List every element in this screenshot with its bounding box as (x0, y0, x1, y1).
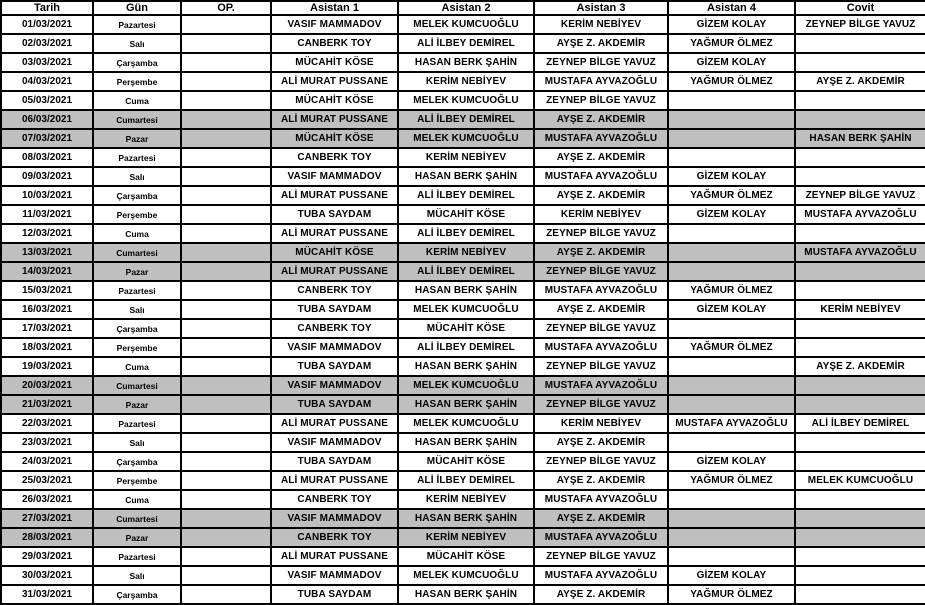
cell-asistan3: MUSTAFA AYVAZOĞLU (534, 281, 668, 300)
cell-day: Cumartesi (93, 509, 181, 528)
cell-op (181, 300, 271, 319)
cell-day: Pazartesi (93, 148, 181, 167)
table-row (1, 224, 925, 243)
table-row (1, 566, 925, 585)
cell-asistan1: ALİ MURAT PUSSANE (271, 471, 398, 490)
cell-asistan4 (668, 357, 795, 376)
cell-date: 24/03/2021 (1, 452, 93, 471)
cell-date: 28/03/2021 (1, 528, 93, 547)
cell-asistan2: MELEK KUMCUOĞLU (398, 566, 534, 585)
cell-date: 17/03/2021 (1, 319, 93, 338)
cell-op (181, 205, 271, 224)
column-header-asistan1: Asistan 1 (271, 1, 398, 15)
cell-asistan1: MÜCAHİT KÖSE (271, 243, 398, 262)
cell-asistan3: AYŞE Z. AKDEMİR (534, 34, 668, 53)
cell-asistan2: KERİM NEBİYEV (398, 148, 534, 167)
cell-asistan2: MÜCAHİT KÖSE (398, 452, 534, 471)
cell-covit: KERİM NEBİYEV (795, 300, 925, 319)
cell-asistan2: HASAN BERK ŞAHİN (398, 395, 534, 414)
cell-asistan3: MUSTAFA AYVAZOĞLU (534, 490, 668, 509)
cell-day: Salı (93, 167, 181, 186)
cell-covit: MUSTAFA AYVAZOĞLU (795, 243, 925, 262)
cell-asistan2: KERİM NEBİYEV (398, 243, 534, 262)
table-row (1, 585, 925, 604)
cell-covit (795, 490, 925, 509)
cell-asistan2: MÜCAHİT KÖSE (398, 319, 534, 338)
cell-date: 16/03/2021 (1, 300, 93, 319)
cell-date: 11/03/2021 (1, 205, 93, 224)
cell-covit: AYŞE Z. AKDEMİR (795, 357, 925, 376)
table-row (1, 509, 925, 528)
table-row (1, 490, 925, 509)
column-header-tarih: Tarih (1, 1, 93, 15)
cell-asistan3: MUSTAFA AYVAZOĞLU (534, 72, 668, 91)
cell-asistan1: CANBERK TOY (271, 281, 398, 300)
cell-op (181, 262, 271, 281)
cell-asistan3: ZEYNEP BİLGE YAVUZ (534, 262, 668, 281)
cell-covit: ZEYNEP BİLGE YAVUZ (795, 186, 925, 205)
cell-asistan2: ALİ İLBEY DEMİREL (398, 224, 534, 243)
cell-asistan3: KERİM NEBİYEV (534, 205, 668, 224)
cell-date: 25/03/2021 (1, 471, 93, 490)
cell-asistan3: AYŞE Z. AKDEMİR (534, 148, 668, 167)
cell-op (181, 15, 271, 34)
column-header-asistan3: Asistan 3 (534, 1, 668, 15)
cell-covit (795, 338, 925, 357)
cell-date: 22/03/2021 (1, 414, 93, 433)
cell-asistan1: VASIF MAMMADOV (271, 15, 398, 34)
cell-op (181, 91, 271, 110)
cell-date: 12/03/2021 (1, 224, 93, 243)
cell-day: Cuma (93, 490, 181, 509)
cell-asistan4 (668, 110, 795, 129)
cell-day: Çarşamba (93, 319, 181, 338)
cell-asistan2: KERİM NEBİYEV (398, 72, 534, 91)
cell-asistan4: YAĞMUR ÖLMEZ (668, 338, 795, 357)
cell-op (181, 471, 271, 490)
cell-asistan4: MUSTAFA AYVAZOĞLU (668, 414, 795, 433)
cell-asistan3: MUSTAFA AYVAZOĞLU (534, 338, 668, 357)
cell-covit: AYŞE Z. AKDEMİR (795, 72, 925, 91)
cell-day: Cumartesi (93, 376, 181, 395)
cell-day: Pazartesi (93, 414, 181, 433)
cell-date: 31/03/2021 (1, 585, 93, 604)
cell-covit (795, 319, 925, 338)
cell-op (181, 338, 271, 357)
header-row (1, 1, 925, 15)
cell-asistan4: YAĞMUR ÖLMEZ (668, 34, 795, 53)
cell-asistan3: ZEYNEP BİLGE YAVUZ (534, 357, 668, 376)
cell-date: 07/03/2021 (1, 129, 93, 148)
cell-asistan2: HASAN BERK ŞAHİN (398, 357, 534, 376)
cell-asistan1: ALİ MURAT PUSSANE (271, 72, 398, 91)
cell-date: 08/03/2021 (1, 148, 93, 167)
cell-asistan1: CANBERK TOY (271, 34, 398, 53)
table-row (1, 395, 925, 414)
cell-asistan1: TUBA SAYDAM (271, 585, 398, 604)
cell-date: 01/03/2021 (1, 15, 93, 34)
cell-covit (795, 433, 925, 452)
cell-day: Pazartesi (93, 15, 181, 34)
table-row (1, 319, 925, 338)
table-row (1, 452, 925, 471)
cell-covit: HASAN BERK ŞAHİN (795, 129, 925, 148)
table-row (1, 205, 925, 224)
cell-asistan1: TUBA SAYDAM (271, 357, 398, 376)
cell-asistan4 (668, 319, 795, 338)
cell-asistan3: ZEYNEP BİLGE YAVUZ (534, 91, 668, 110)
cell-date: 15/03/2021 (1, 281, 93, 300)
cell-asistan4 (668, 243, 795, 262)
cell-asistan3: MUSTAFA AYVAZOĞLU (534, 566, 668, 585)
cell-asistan1: TUBA SAYDAM (271, 452, 398, 471)
cell-day: Çarşamba (93, 452, 181, 471)
cell-op (181, 186, 271, 205)
cell-asistan1: ALİ MURAT PUSSANE (271, 110, 398, 129)
table-row (1, 281, 925, 300)
cell-date: 10/03/2021 (1, 186, 93, 205)
table-row (1, 91, 925, 110)
cell-asistan2: HASAN BERK ŞAHİN (398, 433, 534, 452)
table-row (1, 547, 925, 566)
cell-asistan3: ZEYNEP BİLGE YAVUZ (534, 547, 668, 566)
cell-day: Pazar (93, 129, 181, 148)
table-row (1, 15, 925, 34)
cell-date: 13/03/2021 (1, 243, 93, 262)
cell-asistan4 (668, 528, 795, 547)
cell-date: 26/03/2021 (1, 490, 93, 509)
cell-day: Perşembe (93, 471, 181, 490)
cell-asistan4: YAĞMUR ÖLMEZ (668, 72, 795, 91)
cell-asistan4 (668, 262, 795, 281)
cell-op (181, 509, 271, 528)
cell-day: Çarşamba (93, 53, 181, 72)
table-row (1, 300, 925, 319)
cell-asistan2: ALİ İLBEY DEMİREL (398, 262, 534, 281)
table-row (1, 433, 925, 452)
cell-asistan4: YAĞMUR ÖLMEZ (668, 585, 795, 604)
table-row (1, 72, 925, 91)
cell-asistan1: MÜCAHİT KÖSE (271, 129, 398, 148)
cell-asistan4 (668, 91, 795, 110)
cell-asistan3: MUSTAFA AYVAZOĞLU (534, 528, 668, 547)
cell-covit (795, 376, 925, 395)
cell-op (181, 110, 271, 129)
cell-asistan1: ALİ MURAT PUSSANE (271, 414, 398, 433)
cell-op (181, 566, 271, 585)
cell-day: Salı (93, 566, 181, 585)
cell-asistan2: ALİ İLBEY DEMİREL (398, 110, 534, 129)
cell-date: 21/03/2021 (1, 395, 93, 414)
cell-asistan1: ALİ MURAT PUSSANE (271, 262, 398, 281)
cell-asistan2: MÜCAHİT KÖSE (398, 547, 534, 566)
table-row (1, 376, 925, 395)
cell-op (181, 357, 271, 376)
cell-asistan3: ZEYNEP BİLGE YAVUZ (534, 452, 668, 471)
cell-asistan1: TUBA SAYDAM (271, 395, 398, 414)
cell-op (181, 243, 271, 262)
cell-op (181, 414, 271, 433)
cell-asistan1: MÜCAHİT KÖSE (271, 53, 398, 72)
cell-covit (795, 528, 925, 547)
cell-day: Cuma (93, 357, 181, 376)
cell-asistan1: VASIF MAMMADOV (271, 509, 398, 528)
cell-covit (795, 148, 925, 167)
cell-asistan2: ALİ İLBEY DEMİREL (398, 471, 534, 490)
cell-asistan1: MÜCAHİT KÖSE (271, 91, 398, 110)
schedule-body (1, 15, 925, 604)
cell-asistan4 (668, 509, 795, 528)
cell-asistan2: HASAN BERK ŞAHİN (398, 167, 534, 186)
cell-asistan4: GİZEM KOLAY (668, 300, 795, 319)
table-row (1, 53, 925, 72)
cell-day: Cumartesi (93, 243, 181, 262)
table-row (1, 167, 925, 186)
table-row (1, 471, 925, 490)
cell-op (181, 148, 271, 167)
cell-day: Pazar (93, 395, 181, 414)
cell-asistan1: ALİ MURAT PUSSANE (271, 547, 398, 566)
cell-day: Salı (93, 300, 181, 319)
cell-asistan3: AYŞE Z. AKDEMİR (534, 585, 668, 604)
cell-date: 20/03/2021 (1, 376, 93, 395)
cell-date: 14/03/2021 (1, 262, 93, 281)
cell-covit: ALİ İLBEY DEMİREL (795, 414, 925, 433)
cell-asistan3: MUSTAFA AYVAZOĞLU (534, 376, 668, 395)
cell-date: 19/03/2021 (1, 357, 93, 376)
cell-asistan2: KERİM NEBİYEV (398, 490, 534, 509)
cell-op (181, 452, 271, 471)
cell-asistan3: AYŞE Z. AKDEMİR (534, 186, 668, 205)
cell-asistan4 (668, 148, 795, 167)
cell-asistan3: MUSTAFA AYVAZOĞLU (534, 167, 668, 186)
cell-asistan1: ALİ MURAT PUSSANE (271, 224, 398, 243)
cell-asistan4: YAĞMUR ÖLMEZ (668, 471, 795, 490)
cell-asistan4: GİZEM KOLAY (668, 205, 795, 224)
cell-asistan4: GİZEM KOLAY (668, 566, 795, 585)
cell-day: Pazar (93, 528, 181, 547)
cell-asistan1: CANBERK TOY (271, 490, 398, 509)
cell-asistan2: MELEK KUMCUOĞLU (398, 129, 534, 148)
cell-asistan4 (668, 376, 795, 395)
cell-date: 27/03/2021 (1, 509, 93, 528)
table-row (1, 243, 925, 262)
cell-day: Perşembe (93, 205, 181, 224)
cell-op (181, 490, 271, 509)
cell-date: 09/03/2021 (1, 167, 93, 186)
cell-day: Pazar (93, 262, 181, 281)
cell-asistan1: VASIF MAMMADOV (271, 376, 398, 395)
cell-covit (795, 281, 925, 300)
cell-asistan4: GİZEM KOLAY (668, 167, 795, 186)
cell-asistan4 (668, 547, 795, 566)
cell-asistan2: MELEK KUMCUOĞLU (398, 15, 534, 34)
cell-covit (795, 53, 925, 72)
cell-covit (795, 34, 925, 53)
cell-asistan1: VASIF MAMMADOV (271, 167, 398, 186)
cell-asistan2: MELEK KUMCUOĞLU (398, 376, 534, 395)
cell-day: Salı (93, 433, 181, 452)
cell-asistan3: ZEYNEP BİLGE YAVUZ (534, 224, 668, 243)
column-header-op: OP. (181, 1, 271, 15)
cell-date: 04/03/2021 (1, 72, 93, 91)
cell-asistan2: HASAN BERK ŞAHİN (398, 53, 534, 72)
cell-covit (795, 547, 925, 566)
table-row (1, 110, 925, 129)
cell-date: 02/03/2021 (1, 34, 93, 53)
cell-covit (795, 566, 925, 585)
cell-asistan3: KERİM NEBİYEV (534, 15, 668, 34)
table-row (1, 186, 925, 205)
cell-asistan3: AYŞE Z. AKDEMİR (534, 471, 668, 490)
cell-asistan4: YAĞMUR ÖLMEZ (668, 186, 795, 205)
cell-asistan3: AYŞE Z. AKDEMİR (534, 243, 668, 262)
cell-date: 06/03/2021 (1, 110, 93, 129)
table-row (1, 262, 925, 281)
cell-op (181, 319, 271, 338)
cell-asistan2: ALİ İLBEY DEMİREL (398, 338, 534, 357)
cell-covit: MELEK KUMCUOĞLU (795, 471, 925, 490)
cell-date: 30/03/2021 (1, 566, 93, 585)
cell-covit: MUSTAFA AYVAZOĞLU (795, 205, 925, 224)
table-row (1, 357, 925, 376)
cell-asistan3: AYŞE Z. AKDEMİR (534, 110, 668, 129)
cell-op (181, 224, 271, 243)
cell-asistan2: ALİ İLBEY DEMİREL (398, 34, 534, 53)
table-row (1, 129, 925, 148)
cell-date: 29/03/2021 (1, 547, 93, 566)
cell-asistan2: ALİ İLBEY DEMİREL (398, 186, 534, 205)
cell-asistan1: VASIF MAMMADOV (271, 566, 398, 585)
cell-date: 18/03/2021 (1, 338, 93, 357)
cell-day: Pazartesi (93, 547, 181, 566)
cell-asistan1: CANBERK TOY (271, 528, 398, 547)
column-header-gun: Gün (93, 1, 181, 15)
cell-asistan3: AYŞE Z. AKDEMİR (534, 433, 668, 452)
cell-day: Cumartesi (93, 110, 181, 129)
cell-asistan2: MÜCAHİT KÖSE (398, 205, 534, 224)
cell-asistan2: HASAN BERK ŞAHİN (398, 509, 534, 528)
cell-op (181, 528, 271, 547)
cell-asistan2: MELEK KUMCUOĞLU (398, 414, 534, 433)
column-header-asistan2: Asistan 2 (398, 1, 534, 15)
cell-covit (795, 167, 925, 186)
cell-covit (795, 110, 925, 129)
cell-asistan4: YAĞMUR ÖLMEZ (668, 281, 795, 300)
cell-asistan4: GİZEM KOLAY (668, 452, 795, 471)
cell-asistan4 (668, 129, 795, 148)
cell-date: 03/03/2021 (1, 53, 93, 72)
cell-asistan3: MUSTAFA AYVAZOĞLU (534, 129, 668, 148)
cell-covit (795, 509, 925, 528)
cell-asistan2: HASAN BERK ŞAHİN (398, 281, 534, 300)
cell-day: Pazartesi (93, 281, 181, 300)
cell-covit: ZEYNEP BİLGE YAVUZ (795, 15, 925, 34)
cell-asistan1: TUBA SAYDAM (271, 205, 398, 224)
cell-asistan2: MELEK KUMCUOĞLU (398, 91, 534, 110)
cell-op (181, 433, 271, 452)
table-row (1, 148, 925, 167)
cell-day: Çarşamba (93, 585, 181, 604)
cell-asistan1: CANBERK TOY (271, 319, 398, 338)
cell-date: 23/03/2021 (1, 433, 93, 452)
cell-op (181, 167, 271, 186)
cell-asistan2: MELEK KUMCUOĞLU (398, 300, 534, 319)
cell-asistan4 (668, 433, 795, 452)
cell-asistan1: VASIF MAMMADOV (271, 338, 398, 357)
cell-covit (795, 224, 925, 243)
table-row (1, 34, 925, 53)
cell-asistan1: VASIF MAMMADOV (271, 433, 398, 452)
cell-asistan3: ZEYNEP BİLGE YAVUZ (534, 395, 668, 414)
cell-day: Çarşamba (93, 186, 181, 205)
cell-op (181, 53, 271, 72)
cell-day: Perşembe (93, 338, 181, 357)
column-header-covit: Covit (795, 1, 925, 15)
cell-asistan3: AYŞE Z. AKDEMİR (534, 509, 668, 528)
cell-asistan3: AYŞE Z. AKDEMİR (534, 300, 668, 319)
cell-asistan4: GİZEM KOLAY (668, 53, 795, 72)
column-header-asistan4: Asistan 4 (668, 1, 795, 15)
cell-asistan4 (668, 395, 795, 414)
cell-asistan2: HASAN BERK ŞAHİN (398, 585, 534, 604)
cell-covit (795, 585, 925, 604)
cell-day: Perşembe (93, 72, 181, 91)
table-row (1, 338, 925, 357)
cell-asistan3: ZEYNEP BİLGE YAVUZ (534, 53, 668, 72)
cell-asistan4 (668, 490, 795, 509)
cell-op (181, 547, 271, 566)
table-row (1, 414, 925, 433)
cell-asistan2: KERİM NEBİYEV (398, 528, 534, 547)
cell-asistan1: TUBA SAYDAM (271, 300, 398, 319)
cell-covit (795, 91, 925, 110)
cell-day: Salı (93, 34, 181, 53)
cell-covit (795, 262, 925, 281)
cell-op (181, 585, 271, 604)
cell-asistan4: GİZEM KOLAY (668, 15, 795, 34)
cell-op (181, 395, 271, 414)
cell-op (181, 376, 271, 395)
table-row (1, 528, 925, 547)
cell-op (181, 34, 271, 53)
cell-op (181, 129, 271, 148)
cell-asistan1: ALİ MURAT PUSSANE (271, 186, 398, 205)
cell-asistan4 (668, 224, 795, 243)
cell-asistan3: ZEYNEP BİLGE YAVUZ (534, 319, 668, 338)
cell-op (181, 72, 271, 91)
cell-asistan3: KERİM NEBİYEV (534, 414, 668, 433)
cell-op (181, 281, 271, 300)
cell-asistan1: CANBERK TOY (271, 148, 398, 167)
cell-covit (795, 452, 925, 471)
cell-day: Cuma (93, 91, 181, 110)
cell-day: Cuma (93, 224, 181, 243)
cell-date: 05/03/2021 (1, 91, 93, 110)
cell-covit (795, 395, 925, 414)
